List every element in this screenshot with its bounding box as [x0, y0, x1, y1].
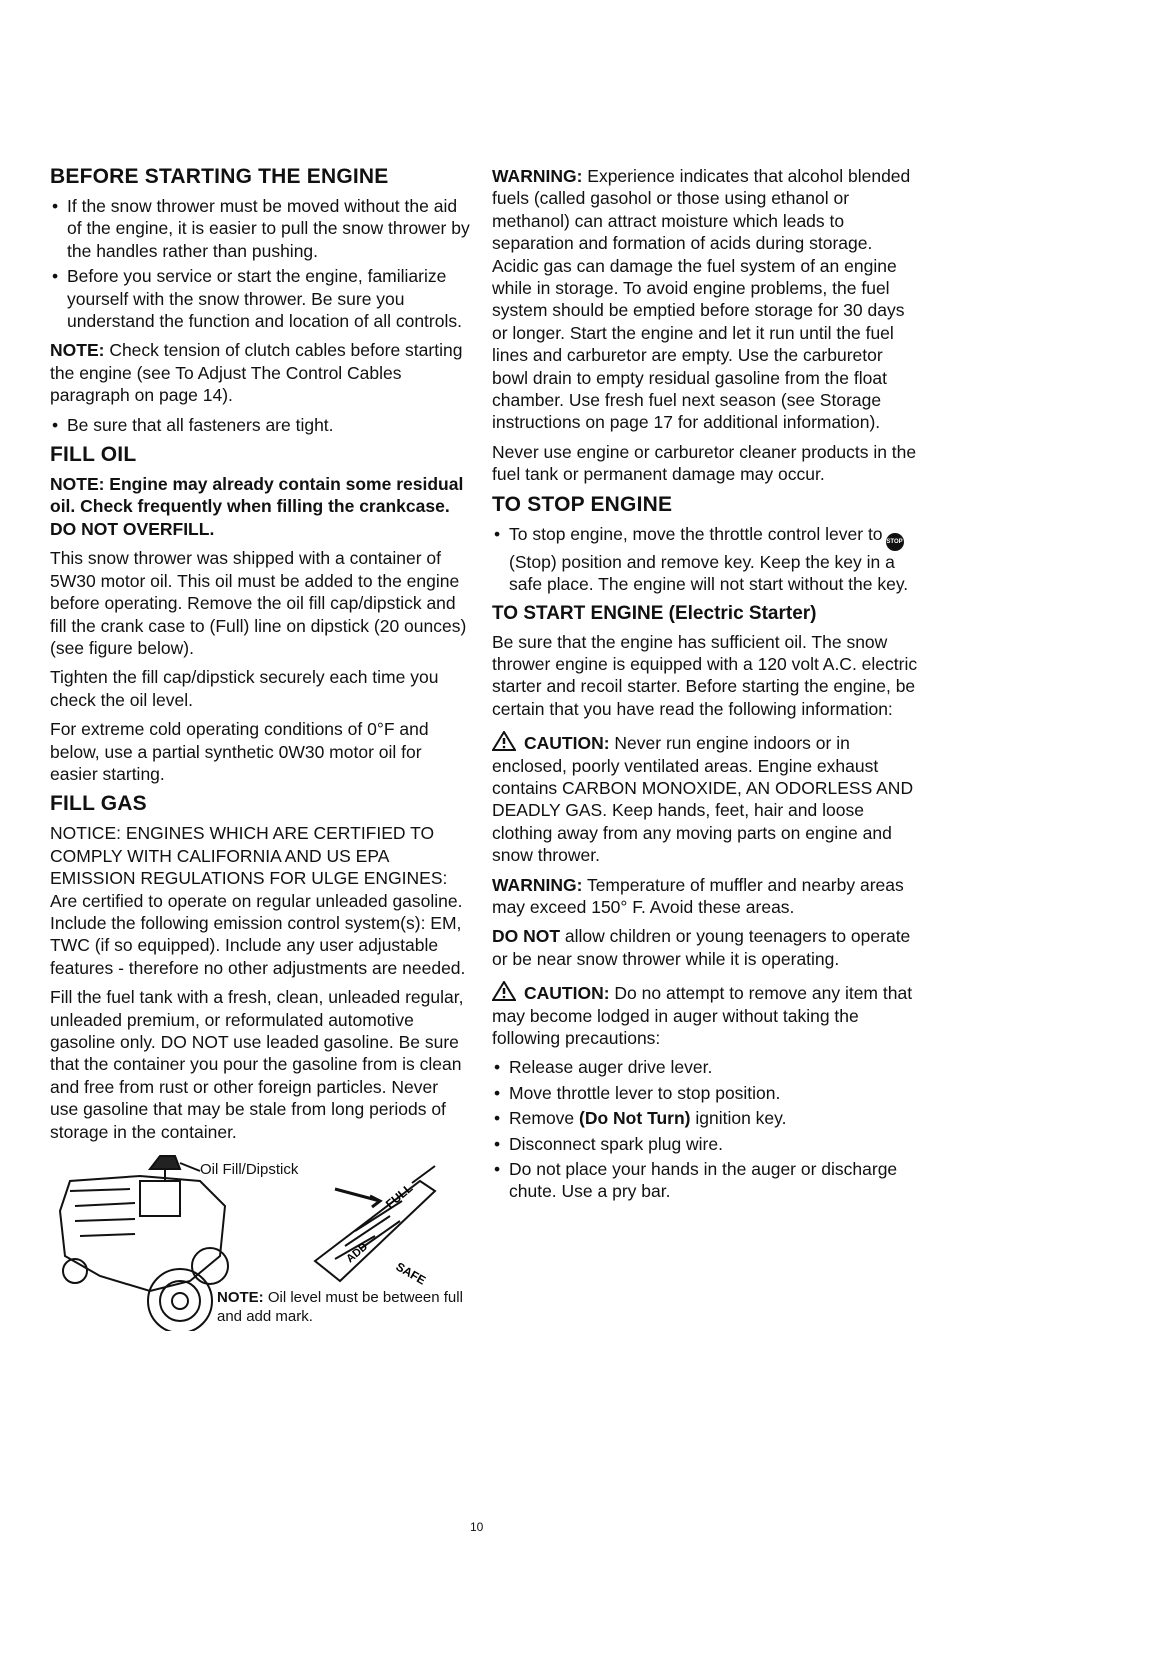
caution-triangle-icon — [492, 731, 516, 751]
stop-engine-list — [492, 523, 922, 596]
warning-text: Experience indicates that alcohol blended fuels (called gasohol or those using ethanol or methanol) can attract moisture which leads to separation and formation of acids during storage. Acidic gas can damage the fuel system of an engine while in storage. To avoid engine problems, the fuel system should be emptied before storage for 30 days or longer. Start the engine and let it run until the fuel lines and carburetor are empty. Use the carburetor bowl drain to empty residual gasoline from the float chamber. Use fresh fuel next season (see Storage instructions on page 17 for additional information). — [492, 166, 911, 433]
caution-triangle-icon — [492, 981, 516, 1001]
note-label: NOTE: — [50, 340, 105, 361]
donot-text: allow children or young teenagers to operate or be near snow thrower while it is operating. — [492, 926, 911, 969]
prec-text-c: ignition key. — [690, 1108, 787, 1129]
oil-fill-dipstick-label: Oil Fill/Dipstick — [200, 1161, 299, 1179]
left-column — [50, 165, 470, 1331]
children-warning — [492, 925, 922, 970]
warning-text: Temperature of muffler and nearby areas may exceed 150° F. Avoid these areas. — [492, 874, 904, 917]
caution-indoors — [492, 731, 922, 866]
caution-label: CAUTION: — [524, 983, 610, 1004]
before-starting-list — [50, 195, 470, 332]
dipstick-safe-mark: SAFE — [393, 1259, 429, 1288]
fig-note-label: NOTE: — [217, 1289, 264, 1307]
fasteners-list — [50, 414, 470, 436]
dipstick-full-mark: FULL — [382, 1180, 416, 1212]
oil-warning-note: NOTE: Engine may already contain some residual oil. Check frequently when filling the crankcase. DO NOT OVERFILL. — [50, 474, 464, 539]
list-item: • Move throttle lever to stop position. — [492, 1082, 922, 1104]
list-item — [492, 523, 922, 596]
caution-text: Never run engine indoors or in enclosed, poorly ventilated areas. Engine exhaust contains CARBON MONOXIDE, AN ODORLESS AND DEADLY GAS. Keep hands, feet, hair and loose clothing away from any moving parts on engine and snow thrower. — [492, 733, 914, 866]
caution-label: CAUTION: — [524, 733, 610, 754]
warning-label: WARNING: — [492, 874, 583, 895]
list-item: • Release auger drive lever. — [492, 1056, 922, 1078]
oil-paragraph-2: Tighten the fill cap/dipstick securely each time you check the oil level. — [50, 667, 439, 710]
start-heading-sub: (Electric Starter) — [663, 602, 817, 624]
dipstick-add-mark: ADD — [344, 1240, 371, 1266]
gas-paragraph: Fill the fuel tank with a fresh, clean, unleaded regular, unleaded premium, or reformulated automotive gasoline only. DO NOT use leaded gasoline. Be sure that the container you pour the gasoline from is clean and free from rust or other foreign particles. Never use gasoline that may be stale from long periods of storage in the container. — [50, 987, 464, 1142]
oil-paragraph-1: This snow thrower was shipped with a container of 5W30 motor oil. This oil must be added to the engine before operating. Remove the oil fill cap/dipstick and fill the crank case to (Full) line on dipstick (20 ounces) (see figure below). — [50, 548, 467, 658]
stop-text-pre: To stop engine, move the throttle control lever to — [509, 523, 883, 544]
prec-text-a: Remove — [509, 1108, 580, 1129]
list-item: • Be sure that all fasteners are tight. — [50, 414, 470, 436]
oil-dipstick-figure — [50, 1151, 470, 1331]
prec-text-bold: (Do Not Turn) — [579, 1108, 691, 1129]
list-item: • If the snow thrower must be moved without the aid of the engine, it is easier to pull the snow thrower by the handles rather than pushing. — [50, 195, 470, 262]
warning-label: WARNING: — [492, 166, 583, 186]
precautions-list — [492, 1056, 922, 1202]
fig-note-text: Oil level must be between full and add mark. — [217, 1289, 463, 1326]
oil-level-note — [217, 1288, 470, 1326]
cleaner-warning: Never use engine or carburetor cleaner products in the fuel tank or permanent damage may occur. — [492, 441, 917, 485]
heading-before-starting: BEFORE STARTING THE ENGINE — [50, 165, 389, 188]
gas-notice: NOTICE: ENGINES WHICH ARE CERTIFIED TO COMPLY WITH CALIFORNIA AND US EPA EMISSION REGULATIONS FOR ULGE ENGINES: Are certified to operate on regular unleaded gasoline. Include the following emission control system(s): EM, TWC (if so equipped). Include any user adjustable features - therefore no other adjustments are needed. — [50, 823, 466, 978]
start-heading-main: TO START ENGINE — [492, 602, 664, 624]
caution-auger — [492, 981, 922, 1049]
oil-paragraph-3: For extreme cold operating conditions of 0°F and below, use a partial synthetic 0W30 motor oil for easier starting. — [50, 719, 429, 784]
page-number: 10 — [470, 1520, 484, 1534]
list-item: • Disconnect spark plug wire. — [492, 1133, 922, 1155]
alcohol-fuel-warning — [492, 165, 922, 434]
heading-fill-gas: FILL GAS — [50, 792, 147, 816]
note-text: Check tension of clutch cables before starting the engine (see To Adjust The Control Cables paragraph on page 14). — [50, 340, 463, 406]
heading-start-engine — [492, 603, 922, 625]
heading-fill-oil: FILL OIL — [50, 443, 137, 467]
stop-text-post: (Stop) position and remove key. Keep the key in a safe place. The engine will not start without the key. — [509, 551, 909, 595]
muffler-warning — [492, 874, 922, 919]
clutch-note — [50, 339, 470, 406]
list-item: • Do not place your hands in the auger or discharge chute. Use a pry bar. — [492, 1158, 922, 1203]
stop-icon: STOP — [886, 533, 904, 551]
donot-label: DO NOT — [492, 926, 561, 947]
start-paragraph: Be sure that the engine has sufficient oil. The snow thrower engine is equipped with a 120 volt A.C. electric starter and recoil starter. Before starting the engine, be certain that you have read the following information: — [492, 631, 918, 719]
list-item: • Before you service or start the engine, familiarize yourself with the snow thrower. Be sure you understand the function and location of all controls. — [50, 265, 470, 332]
caution-text: Do no attempt to remove any item that may become lodged in auger without taking the following precautions: — [492, 983, 913, 1048]
list-item — [492, 1107, 922, 1129]
right-column — [492, 165, 922, 1210]
heading-stop-engine: TO STOP ENGINE — [492, 492, 673, 516]
